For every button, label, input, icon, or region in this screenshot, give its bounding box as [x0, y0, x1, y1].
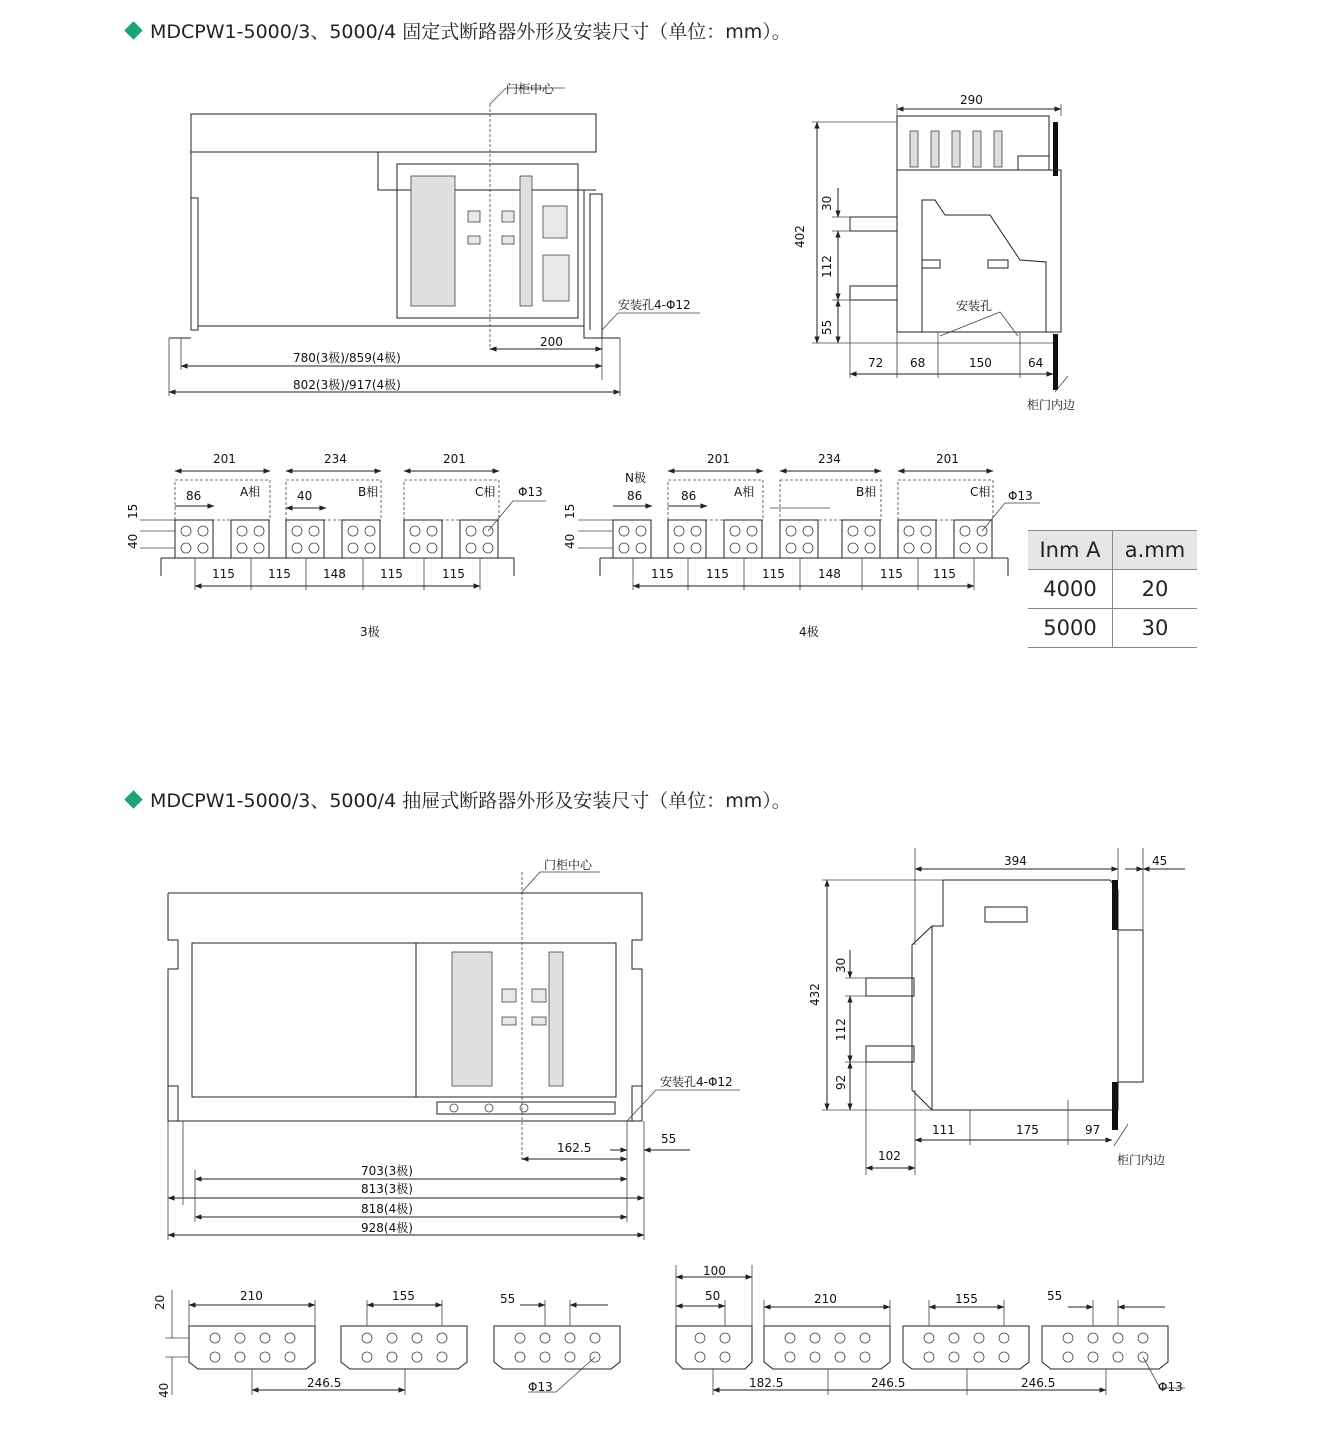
drawout-side-dim-92: 92 — [834, 1074, 848, 1090]
fixed-4p-top-201a: 201 — [707, 452, 730, 466]
fixed-4p-phase-b: B相 — [856, 485, 877, 499]
drawout-4p-phi: Φ13 — [1158, 1380, 1183, 1394]
fixed-4p-n-label: N极 — [625, 471, 646, 485]
fixed-front-center-label: 门柜中心 — [506, 82, 555, 96]
fixed-3p-bottom-115d: 115 — [442, 567, 465, 581]
drawout-front-dim-818: 818(4极) — [361, 1202, 413, 1216]
amm-cell: 20 — [1113, 570, 1198, 609]
fixed-4p-bottom-148: 148 — [818, 567, 841, 581]
drawout-side-dim-102: 102 — [878, 1149, 901, 1163]
drawout-front-dim-55: 55 — [661, 1132, 677, 1146]
fixed-4p-phase-a: A相 — [734, 485, 755, 499]
fixed-4p-caption: 4极 — [799, 625, 819, 639]
fixed-front-dim-200: 200 — [540, 335, 563, 349]
heading-fixed: MDCPW1-5000/3、5000/4 固定式断路器外形及安装尺寸（单位：mm）。 — [127, 17, 791, 44]
fixed-3p-sub-40: 40 — [297, 489, 313, 503]
drawout-3p-dim-155: 155 — [392, 1289, 415, 1303]
drawout-side-dim-432: 432 — [808, 983, 822, 1006]
fixed-side-dim-30: 30 — [820, 195, 834, 211]
fixed-side-dim-55: 55 — [820, 319, 834, 335]
fixed-4p-dim-40: 40 — [563, 533, 577, 549]
fixed-3p-bottom-148: 148 — [323, 567, 346, 581]
drawout-3p-dim-20: 20 — [153, 1294, 167, 1310]
fixed-side-view — [812, 104, 1068, 392]
fixed-4p-n-86: 86 — [627, 489, 643, 503]
fixed-4p-top-201b: 201 — [936, 452, 959, 466]
fixed-3p-bottom-115a: 115 — [212, 567, 235, 581]
amm-cell: 30 — [1113, 609, 1198, 648]
fixed-3p-phase-a: A相 — [240, 485, 261, 499]
drawout-4p-dim-210: 210 — [814, 1292, 837, 1306]
amm-cell: 4000 — [1028, 570, 1113, 609]
fixed-4p-sub-86: 86 — [681, 489, 697, 503]
table-row — [1028, 570, 1197, 609]
fixed-4p-bottom-115e: 115 — [933, 567, 956, 581]
drawout-side-dim-97: 97 — [1085, 1123, 1101, 1137]
fixed-4p-phase-c: C相 — [970, 485, 991, 499]
amm-table — [1028, 530, 1197, 648]
drawout-3p-dim-2465: 246.5 — [307, 1376, 342, 1390]
amm-header-current: Inm A — [1028, 531, 1113, 570]
fixed-4p-dim-15: 15 — [563, 503, 577, 519]
heading-drawout: MDCPW1-5000/3、5000/4 抽屉式断路器外形及安装尺寸（单位：mm）。 — [127, 786, 791, 813]
drawout-front-dim-703: 703(3极) — [361, 1164, 413, 1178]
drawout-side-door-label: 柜门内边 — [1117, 1153, 1166, 1167]
drawout-3p-phi: Φ13 — [528, 1380, 553, 1394]
fixed-3p-bottom-115c: 115 — [380, 567, 403, 581]
amm-table-header-row — [1028, 531, 1197, 570]
drawout-4p-dim-1825: 182.5 — [749, 1376, 784, 1390]
fixed-4p-bottom-115c: 115 — [762, 567, 785, 581]
fixed-side-dim-64: 64 — [1028, 356, 1044, 370]
drawout-4p-dim-100: 100 — [703, 1264, 726, 1278]
fixed-3p-dim-40: 40 — [126, 533, 140, 549]
fixed-4p-bottom-115a: 115 — [651, 567, 674, 581]
amm-header-amm: a.mm — [1113, 531, 1198, 570]
drawout-front-dim-813: 813(3极) — [361, 1182, 413, 1196]
fixed-4p-phi: Φ13 — [1008, 489, 1033, 503]
fixed-side-hole-label: 安装孔 — [956, 299, 993, 313]
drawout-4p-dim-50: 50 — [705, 1289, 721, 1303]
drawout-side-dim-394: 394 — [1004, 854, 1027, 868]
drawout-front-dim-928: 928(4极) — [361, 1221, 413, 1235]
fixed-3p-phi: Φ13 — [518, 485, 543, 499]
fixed-3p-top-201a: 201 — [213, 452, 236, 466]
drawout-3p-dim-55: 55 — [500, 1292, 516, 1306]
fixed-3p-caption: 3极 — [360, 625, 380, 639]
fixed-3p-bottom-115b: 115 — [268, 567, 291, 581]
drawout-side-dim-175: 175 — [1016, 1123, 1039, 1137]
drawout-4p-dim-55: 55 — [1047, 1289, 1063, 1303]
fixed-side-dim-290: 290 — [960, 93, 983, 107]
fixed-3p-top-234: 234 — [324, 452, 347, 466]
drawout-3p-dim-210: 210 — [240, 1289, 263, 1303]
fixed-side-dim-402: 402 — [793, 225, 807, 248]
fixed-4p-bottom-115d: 115 — [880, 567, 903, 581]
drawout-4p-dim-2465b: 246.5 — [1021, 1376, 1056, 1390]
drawout-side-dim-30: 30 — [834, 957, 848, 973]
fixed-side-dim-72: 72 — [868, 356, 884, 370]
drawout-side-view — [822, 848, 1185, 1175]
amm-cell: 5000 — [1028, 609, 1113, 648]
drawout-front-dim-1625: 162.5 — [557, 1141, 592, 1155]
fixed-side-door-label: 柜门内边 — [1027, 398, 1076, 412]
drawout-front-hole-label: 安装孔4-Φ12 — [660, 1075, 733, 1089]
fixed-front-dim-780: 780(3极)/859(4极) — [293, 351, 401, 365]
fixed-front-view — [169, 88, 700, 396]
drawout-front-center-label: 门柜中心 — [544, 858, 593, 872]
fixed-side-dim-112: 112 — [820, 255, 834, 278]
fixed-side-dim-150: 150 — [969, 356, 992, 370]
drawout-4p-dim-155: 155 — [955, 1292, 978, 1306]
fixed-4p-bottom-115b: 115 — [706, 567, 729, 581]
fixed-3p-phase-b: B相 — [358, 485, 379, 499]
drawout-side-dim-45: 45 — [1152, 854, 1168, 868]
fixed-3p-dim-15: 15 — [126, 503, 140, 519]
drawout-4p-dim-2465a: 246.5 — [871, 1376, 906, 1390]
fixed-front-dim-802: 802(3极)/917(4极) — [293, 378, 401, 392]
drawout-3p-dim-40: 40 — [157, 1382, 171, 1398]
table-row — [1028, 609, 1197, 648]
fixed-4p-top-234: 234 — [818, 452, 841, 466]
fixed-3p-top-201b: 201 — [443, 452, 466, 466]
fixed-side-dim-68: 68 — [910, 356, 926, 370]
fixed-front-hole-label: 安装孔4-Φ12 — [618, 298, 691, 312]
drawout-front-view — [168, 872, 740, 1240]
fixed-3p-phase-c: C相 — [475, 485, 496, 499]
drawout-side-dim-112: 112 — [834, 1018, 848, 1041]
drawout-side-dim-111: 111 — [932, 1123, 955, 1137]
fixed-3p-sub-86: 86 — [186, 489, 202, 503]
